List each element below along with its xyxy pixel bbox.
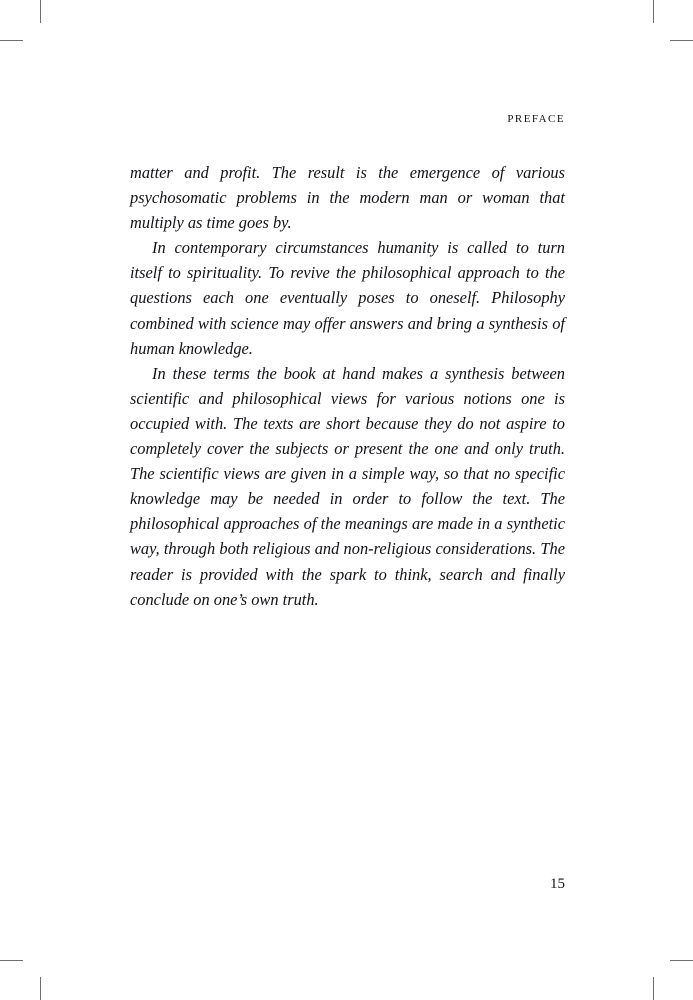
running-head: PREFACE <box>507 113 565 125</box>
crop-mark-bottom-right-vertical <box>653 977 654 1000</box>
crop-mark-bottom-right-horizontal <box>670 960 693 961</box>
paragraph: matter and profit. The result is the emergence of various psychosomatic problems in the modern man or woman that multiply as time goes by. <box>130 163 565 233</box>
paragraph: In these terms the book at hand makes a synthesis between scientific and philosophical views for various notions one is occupied with. The texts are short because they do not aspire to completely cover the subjects or present the one and only truth. The scientific views are given in a simple way, so that no specific knowledge may be needed in order to follow the text. The philosophical approaches of the meanings are made in a synthetic way, through both religious and non-religious considerations. The reader is provided with the spark to think, search and finally conclude on one’s own truth. <box>130 363 565 609</box>
crop-mark-top-left-vertical <box>40 0 41 23</box>
crop-mark-top-left-horizontal <box>0 40 23 41</box>
crop-mark-top-right-vertical <box>653 0 654 23</box>
paragraph: In contemporary circumstances humanity is called to turn itself to spirituality. To revive the philosophical approach to the questions each one eventually poses to oneself. Philosophy combined with science may offer answers and bring a synthesis of human knowledge. <box>130 238 565 358</box>
crop-mark-top-right-horizontal <box>670 40 693 41</box>
body-text <box>130 160 565 612</box>
page-number: 15 <box>550 876 565 892</box>
crop-mark-bottom-left-vertical <box>40 977 41 1000</box>
crop-mark-bottom-left-horizontal <box>0 960 23 961</box>
